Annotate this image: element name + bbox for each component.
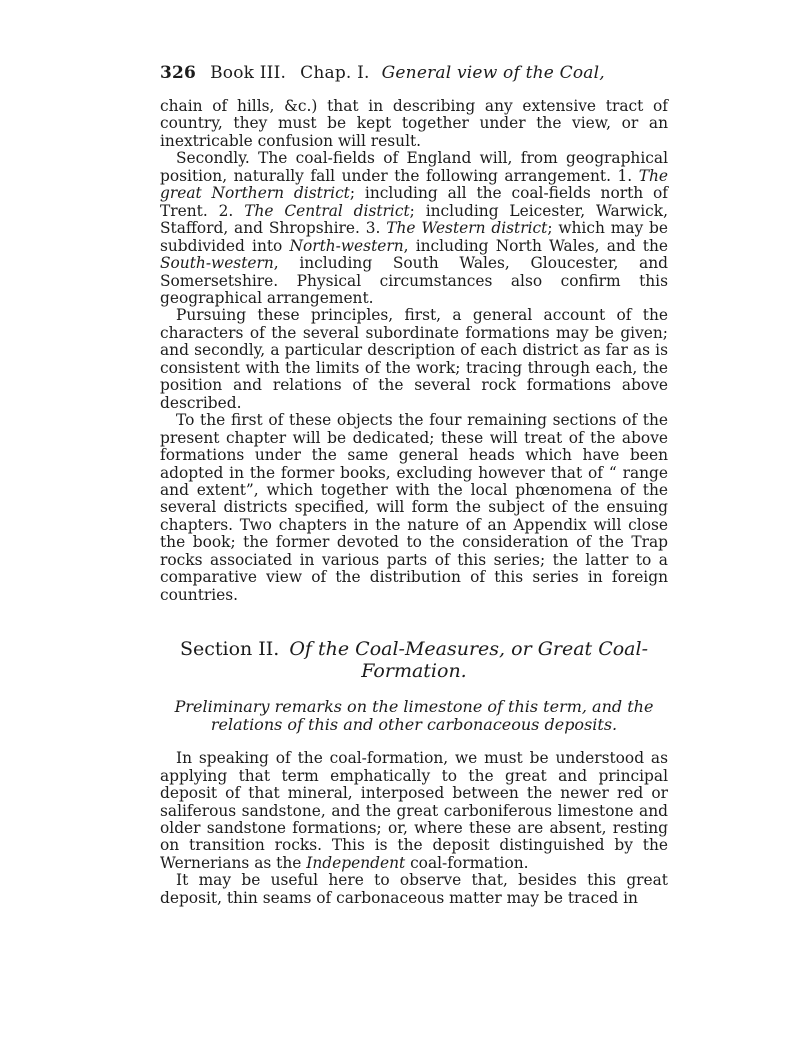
running-title: General view of the Coal, <box>381 63 605 83</box>
paragraph-6: It may be useful here to observe that, besides this great deposit, thin seams of carbonaceous matter may be traced in <box>160 871 668 907</box>
subheading: Preliminary remarks on the limestone of this term, and the relations of this and other carbonaceous deposits. <box>174 697 654 735</box>
section-label: Section II. <box>179 638 280 661</box>
paragraph-2: Secondly. The coal-fields of England will, from geographical position, naturally fall under the following arrangement. 1. The great Northern district; including all the coal-fields north of Trent. 2. The Central district; including Leicester, Warwick, Stafford, and Shropshire. 3. The Western district; which may be subdivided into North-western, including North Wales, and the South-western, including South Wales, Gloucester, and Somersetshire. Physical circumstances also confirm this geographical arrangement. <box>160 149 669 307</box>
page-number: 326 <box>160 63 197 83</box>
chapter-label: Chap. I. <box>300 63 370 83</box>
paragraph-5: In speaking of the coal-formation, we must be understood as applying that term emphatically to the great and principal deposit of that mineral, interposed between the newer red or saliferous sandstone, and the great carboniferous limestone and older sandstone formations; or, where these are absent, resting on transition rocks. This is the deposit distinguished by the Wernerians as the Independent coal-formation. <box>160 749 668 872</box>
book-page <box>160 60 668 907</box>
section-title: Of the Coal-Measures, or Great Coal-Formation. <box>289 638 649 683</box>
paragraph-4: To the first of these objects the four remaining sections of the present chapter will be dedicated; these will treat of the above formations under the same general heads which have been adopted in the former books, excluding however that of “ range and extent”, which together with the local phœnomena of the several districts specified, will form the subject of the ensuing chapters. Two chapters in the nature of an Appendix will close the book; the former devoted to the consideration of the Trap rocks associated in various parts of this series; the latter to a comparative view of the distribution of this series in foreign countries. <box>160 411 668 604</box>
book-label: Book III. <box>210 63 287 83</box>
running-head <box>160 60 668 86</box>
paragraph-3: Pursuing these principles, first, a general account of the characters of the several subordinate formations may be given; and secondly, a particular description of each district as far as is consistent with the limits of the work; tracing through each, the position and relations of the several rock formations above described. <box>160 306 668 412</box>
section-heading <box>160 638 668 682</box>
paragraph-1: chain of hills, &c.) that in describing any extensive tract of country, they must be kept together under the view, or an inextricable confusion will result. <box>160 97 668 150</box>
